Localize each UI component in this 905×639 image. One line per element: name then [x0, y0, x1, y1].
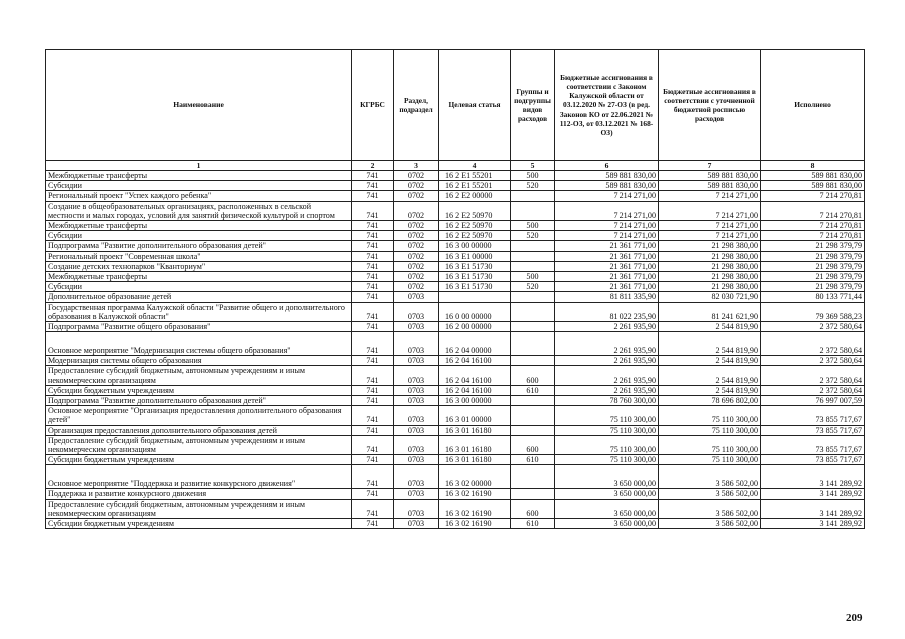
row-group: 500	[511, 171, 555, 181]
row-executed-amount: 79 369 588,23	[761, 302, 865, 321]
table-row	[46, 191, 865, 201]
row-refined-amount: 21 298 380,00	[659, 251, 761, 261]
row-name: Межбюджетные трансферты	[46, 171, 352, 181]
table-row	[46, 489, 865, 499]
column-number: 4	[439, 161, 511, 171]
table-row	[46, 396, 865, 406]
header-name: Наименование	[46, 50, 352, 161]
row-name: Дополнительное образование детей	[46, 292, 352, 302]
row-target: 16 0 00 00000	[439, 302, 511, 321]
table-row	[46, 499, 865, 518]
row-section: 0702	[394, 282, 439, 292]
table-row	[46, 322, 865, 332]
row-law-amount: 75 110 300,00	[555, 435, 659, 454]
row-kgrbs: 741	[352, 489, 394, 499]
row-section: 0703	[394, 455, 439, 465]
row-refined-amount: 21 298 380,00	[659, 241, 761, 251]
row-group	[511, 406, 555, 425]
row-kgrbs: 741	[352, 519, 394, 529]
row-kgrbs: 741	[352, 396, 394, 406]
row-executed-amount: 80 133 771,44	[761, 292, 865, 302]
row-kgrbs: 741	[352, 332, 394, 356]
row-executed-amount: 7 214 270,81	[761, 231, 865, 241]
row-group: 520	[511, 231, 555, 241]
row-refined-amount: 75 110 300,00	[659, 425, 761, 435]
row-law-amount: 7 214 271,00	[555, 221, 659, 231]
row-executed-amount: 589 881 830,00	[761, 181, 865, 191]
row-section: 0702	[394, 171, 439, 181]
row-executed-amount: 3 141 289,92	[761, 465, 865, 489]
row-kgrbs: 741	[352, 406, 394, 425]
header-section: Раздел, подраздел	[394, 50, 439, 161]
row-target: 16 3 01 00000	[439, 406, 511, 425]
row-name: Субсидии бюджетным учреждениям	[46, 519, 352, 529]
row-group: 520	[511, 282, 555, 292]
row-executed-amount: 2 372 580,64	[761, 332, 865, 356]
row-law-amount: 7 214 271,00	[555, 231, 659, 241]
row-refined-amount: 3 586 502,00	[659, 465, 761, 489]
table-row	[46, 332, 865, 356]
row-target: 16 2 04 16100	[439, 366, 511, 385]
row-section: 0703	[394, 302, 439, 321]
row-target: 16 3 00 00000	[439, 241, 511, 251]
row-target: 16 3 02 16190	[439, 519, 511, 529]
row-target: 16 2 E2 50970	[439, 221, 511, 231]
column-number: 1	[46, 161, 352, 171]
row-name: Модернизация системы общего образования	[46, 356, 352, 366]
row-section: 0703	[394, 356, 439, 366]
table-body	[46, 171, 865, 529]
row-law-amount: 21 361 771,00	[555, 241, 659, 251]
row-target: 16 2 E2 50970	[439, 201, 511, 220]
row-refined-amount: 75 110 300,00	[659, 435, 761, 454]
row-target: 16 3 01 16180	[439, 435, 511, 454]
table-row	[46, 302, 865, 321]
table-row	[46, 282, 865, 292]
row-target: 16 3 E1 51730	[439, 272, 511, 282]
row-law-amount: 21 361 771,00	[555, 251, 659, 261]
row-law-amount: 21 361 771,00	[555, 282, 659, 292]
table-row	[46, 406, 865, 425]
row-kgrbs: 741	[352, 465, 394, 489]
row-executed-amount: 2 372 580,64	[761, 322, 865, 332]
row-name: Подпрограмма "Развитие дополнительного образования детей"	[46, 396, 352, 406]
row-refined-amount: 75 110 300,00	[659, 406, 761, 425]
column-number: 8	[761, 161, 865, 171]
row-section: 0702	[394, 221, 439, 231]
row-kgrbs: 741	[352, 241, 394, 251]
row-refined-amount: 7 214 271,00	[659, 201, 761, 220]
row-group: 610	[511, 519, 555, 529]
row-group	[511, 201, 555, 220]
row-kgrbs: 741	[352, 455, 394, 465]
row-executed-amount: 3 141 289,92	[761, 519, 865, 529]
row-group	[511, 425, 555, 435]
row-executed-amount: 2 372 580,64	[761, 356, 865, 366]
row-refined-amount: 21 298 380,00	[659, 272, 761, 282]
header-kgrbs: КГРБС	[352, 50, 394, 161]
table-row	[46, 465, 865, 489]
row-kgrbs: 741	[352, 322, 394, 332]
row-executed-amount: 76 997 007,59	[761, 396, 865, 406]
row-name: Поддержка и развитие конкурсного движения	[46, 489, 352, 499]
row-group: 500	[511, 221, 555, 231]
row-name: Субсидии	[46, 282, 352, 292]
row-group	[511, 251, 555, 261]
table-row	[46, 201, 865, 220]
row-executed-amount: 21 298 379,79	[761, 261, 865, 271]
row-refined-amount: 7 214 271,00	[659, 221, 761, 231]
row-name: Создание детских технопарков "Кванториум"	[46, 261, 352, 271]
table-row	[46, 519, 865, 529]
row-law-amount: 7 214 271,00	[555, 191, 659, 201]
row-law-amount: 78 760 300,00	[555, 396, 659, 406]
row-executed-amount: 7 214 270,81	[761, 201, 865, 220]
row-kgrbs: 741	[352, 251, 394, 261]
row-executed-amount: 21 298 379,79	[761, 241, 865, 251]
budget-table	[45, 49, 865, 529]
row-section: 0703	[394, 465, 439, 489]
row-refined-amount: 81 241 621,90	[659, 302, 761, 321]
row-law-amount: 75 110 300,00	[555, 406, 659, 425]
row-target	[439, 292, 511, 302]
column-number: 5	[511, 161, 555, 171]
column-number: 7	[659, 161, 761, 171]
row-name: Предоставление субсидий бюджетным, автономным учреждениям и иным некоммерческим организациям	[46, 499, 352, 518]
header-group: Группы и подгруппы видов расходов	[511, 50, 555, 161]
row-name: Государственная программа Калужской области "Развитие общего и дополнительного образования в Калужской области"	[46, 302, 352, 321]
row-law-amount: 81 022 235,90	[555, 302, 659, 321]
row-kgrbs: 741	[352, 181, 394, 191]
row-section: 0702	[394, 181, 439, 191]
header-target: Целевая статья	[439, 50, 511, 161]
row-refined-amount: 82 030 721,90	[659, 292, 761, 302]
row-name: Основное мероприятие "Модернизация системы общего образования"	[46, 332, 352, 356]
row-law-amount: 2 261 935,90	[555, 356, 659, 366]
row-target: 16 3 01 16180	[439, 425, 511, 435]
row-group	[511, 489, 555, 499]
column-number-row	[46, 161, 865, 171]
row-target: 16 3 02 16190	[439, 489, 511, 499]
row-section: 0702	[394, 251, 439, 261]
row-target: 16 2 E2 00000	[439, 191, 511, 201]
row-group: 600	[511, 499, 555, 518]
table-row	[46, 241, 865, 251]
row-group: 520	[511, 181, 555, 191]
row-executed-amount: 2 372 580,64	[761, 366, 865, 385]
row-section: 0703	[394, 519, 439, 529]
row-section: 0703	[394, 366, 439, 385]
row-group: 500	[511, 272, 555, 282]
row-section: 0703	[394, 406, 439, 425]
row-kgrbs: 741	[352, 385, 394, 395]
row-kgrbs: 741	[352, 191, 394, 201]
table-row	[46, 272, 865, 282]
row-group	[511, 332, 555, 356]
row-law-amount: 81 811 335,90	[555, 292, 659, 302]
row-law-amount: 589 881 830,00	[555, 181, 659, 191]
row-law-amount: 2 261 935,90	[555, 332, 659, 356]
table-row	[46, 366, 865, 385]
row-refined-amount: 2 544 819,90	[659, 322, 761, 332]
row-law-amount: 2 261 935,90	[555, 366, 659, 385]
row-target: 16 2 04 16100	[439, 356, 511, 366]
header-executed: Исполнено	[761, 50, 865, 161]
row-target: 16 2 E2 50970	[439, 231, 511, 241]
row-executed-amount: 589 881 830,00	[761, 171, 865, 181]
row-group: 600	[511, 366, 555, 385]
page-number: 209	[846, 612, 863, 624]
row-target: 16 3 E1 51730	[439, 282, 511, 292]
table-row	[46, 221, 865, 231]
row-section: 0703	[394, 385, 439, 395]
row-group	[511, 396, 555, 406]
column-number: 2	[352, 161, 394, 171]
row-group	[511, 302, 555, 321]
row-law-amount: 2 261 935,90	[555, 322, 659, 332]
row-name: Межбюджетные трансферты	[46, 221, 352, 231]
row-target: 16 3 02 00000	[439, 465, 511, 489]
row-group	[511, 465, 555, 489]
row-group	[511, 322, 555, 332]
table-row	[46, 181, 865, 191]
table-row	[46, 231, 865, 241]
column-number: 3	[394, 161, 439, 171]
row-law-amount: 21 361 771,00	[555, 272, 659, 282]
table-row	[46, 356, 865, 366]
row-executed-amount: 2 372 580,64	[761, 385, 865, 395]
header-law: Бюджетные ассигнования в соответствии с Законом Калужской области от 03.12.2020 № 27-ОЗ (в ред. Законов КО от 22.06.2021 № 112-ОЗ, от 03.12.2021 № 168-ОЗ)	[555, 50, 659, 161]
row-refined-amount: 2 544 819,90	[659, 332, 761, 356]
row-name: Основное мероприятие "Организация предоставления дополнительного образования детей"	[46, 406, 352, 425]
row-refined-amount: 589 881 830,00	[659, 181, 761, 191]
table-row	[46, 261, 865, 271]
row-law-amount: 3 650 000,00	[555, 465, 659, 489]
row-refined-amount: 2 544 819,90	[659, 366, 761, 385]
table-row	[46, 251, 865, 261]
row-group	[511, 292, 555, 302]
row-name: Предоставление субсидий бюджетным, автономным учреждениям и иным некоммерческим организациям	[46, 366, 352, 385]
table-row	[46, 171, 865, 181]
row-section: 0703	[394, 435, 439, 454]
row-section: 0703	[394, 396, 439, 406]
row-kgrbs: 741	[352, 201, 394, 220]
row-law-amount: 3 650 000,00	[555, 499, 659, 518]
row-kgrbs: 741	[352, 261, 394, 271]
column-number: 6	[555, 161, 659, 171]
row-law-amount: 7 214 271,00	[555, 201, 659, 220]
table-row	[46, 455, 865, 465]
row-name: Создание в общеобразовательных организациях, расположенных в сельской местности и малых городах, условий для занятий физической культурой и спортом	[46, 201, 352, 220]
row-executed-amount: 21 298 379,79	[761, 251, 865, 261]
row-refined-amount: 21 298 380,00	[659, 261, 761, 271]
row-law-amount: 3 650 000,00	[555, 519, 659, 529]
row-kgrbs: 741	[352, 282, 394, 292]
header-row	[46, 50, 865, 161]
row-section: 0702	[394, 272, 439, 282]
row-executed-amount: 73 855 717,67	[761, 455, 865, 465]
row-group	[511, 191, 555, 201]
row-refined-amount: 2 544 819,90	[659, 356, 761, 366]
row-target: 16 3 01 16180	[439, 455, 511, 465]
row-section: 0703	[394, 499, 439, 518]
row-kgrbs: 741	[352, 366, 394, 385]
row-section: 0703	[394, 332, 439, 356]
row-executed-amount: 3 141 289,92	[761, 499, 865, 518]
row-name: Подпрограмма "Развитие общего образования"	[46, 322, 352, 332]
row-law-amount: 75 110 300,00	[555, 425, 659, 435]
row-executed-amount: 3 141 289,92	[761, 489, 865, 499]
row-target: 16 2 04 16100	[439, 385, 511, 395]
row-group: 600	[511, 435, 555, 454]
row-section: 0703	[394, 489, 439, 499]
row-target: 16 3 E1 00000	[439, 251, 511, 261]
row-kgrbs: 741	[352, 356, 394, 366]
row-name: Подпрограмма "Развитие дополнительного образования детей"	[46, 241, 352, 251]
row-group	[511, 241, 555, 251]
row-law-amount: 2 261 935,90	[555, 385, 659, 395]
row-section: 0703	[394, 292, 439, 302]
row-section: 0702	[394, 261, 439, 271]
row-group: 610	[511, 385, 555, 395]
table-row	[46, 435, 865, 454]
row-law-amount: 75 110 300,00	[555, 455, 659, 465]
row-name: Предоставление субсидий бюджетным, автономным учреждениям и иным некоммерческим организациям	[46, 435, 352, 454]
row-target: 16 3 02 16190	[439, 499, 511, 518]
row-name: Организация предоставления дополнительного образования детей	[46, 425, 352, 435]
row-refined-amount: 78 696 802,00	[659, 396, 761, 406]
row-group	[511, 356, 555, 366]
row-executed-amount: 73 855 717,67	[761, 406, 865, 425]
row-name: Региональный проект "Успех каждого ребенка"	[46, 191, 352, 201]
row-name: Межбюджетные трансферты	[46, 272, 352, 282]
row-kgrbs: 741	[352, 171, 394, 181]
row-name: Субсидии бюджетным учреждениям	[46, 385, 352, 395]
row-name: Субсидии бюджетным учреждениям	[46, 455, 352, 465]
row-target: 16 2 00 00000	[439, 322, 511, 332]
row-refined-amount: 3 586 502,00	[659, 489, 761, 499]
row-name: Основное мероприятие "Поддержка и развитие конкурсного движения"	[46, 465, 352, 489]
row-group: 610	[511, 455, 555, 465]
row-section: 0702	[394, 191, 439, 201]
row-executed-amount: 7 214 270,81	[761, 221, 865, 231]
row-refined-amount: 3 586 502,00	[659, 519, 761, 529]
row-kgrbs: 741	[352, 435, 394, 454]
row-kgrbs: 741	[352, 272, 394, 282]
row-target: 16 3 E1 51730	[439, 261, 511, 271]
row-section: 0702	[394, 241, 439, 251]
row-target: 16 2 E1 55201	[439, 181, 511, 191]
row-law-amount: 3 650 000,00	[555, 489, 659, 499]
row-executed-amount: 73 855 717,67	[761, 435, 865, 454]
row-refined-amount: 21 298 380,00	[659, 282, 761, 292]
row-section: 0703	[394, 425, 439, 435]
row-kgrbs: 741	[352, 231, 394, 241]
row-name: Региональный проект "Современная школа"	[46, 251, 352, 261]
table-row	[46, 385, 865, 395]
row-target: 16 2 04 00000	[439, 332, 511, 356]
row-kgrbs: 741	[352, 499, 394, 518]
row-name: Субсидии	[46, 231, 352, 241]
row-name: Субсидии	[46, 181, 352, 191]
row-kgrbs: 741	[352, 425, 394, 435]
row-refined-amount: 2 544 819,90	[659, 385, 761, 395]
row-executed-amount: 21 298 379,79	[761, 282, 865, 292]
row-executed-amount: 7 214 270,81	[761, 191, 865, 201]
row-section: 0702	[394, 201, 439, 220]
row-target: 16 2 E1 55201	[439, 171, 511, 181]
row-section: 0703	[394, 322, 439, 332]
row-refined-amount: 3 586 502,00	[659, 499, 761, 518]
row-group	[511, 261, 555, 271]
row-target: 16 3 00 00000	[439, 396, 511, 406]
row-refined-amount: 7 214 271,00	[659, 191, 761, 201]
row-refined-amount: 589 881 830,00	[659, 171, 761, 181]
table-row	[46, 425, 865, 435]
header-refined: Бюджетные ассигнования в соответствии с уточненной бюджетной росписью расходов	[659, 50, 761, 161]
row-refined-amount: 7 214 271,00	[659, 231, 761, 241]
row-executed-amount: 73 855 717,67	[761, 425, 865, 435]
row-kgrbs: 741	[352, 292, 394, 302]
row-executed-amount: 21 298 379,79	[761, 272, 865, 282]
row-refined-amount: 75 110 300,00	[659, 455, 761, 465]
row-kgrbs: 741	[352, 302, 394, 321]
table-row	[46, 292, 865, 302]
row-section: 0702	[394, 231, 439, 241]
row-law-amount: 589 881 830,00	[555, 171, 659, 181]
row-kgrbs: 741	[352, 221, 394, 231]
row-law-amount: 21 361 771,00	[555, 261, 659, 271]
